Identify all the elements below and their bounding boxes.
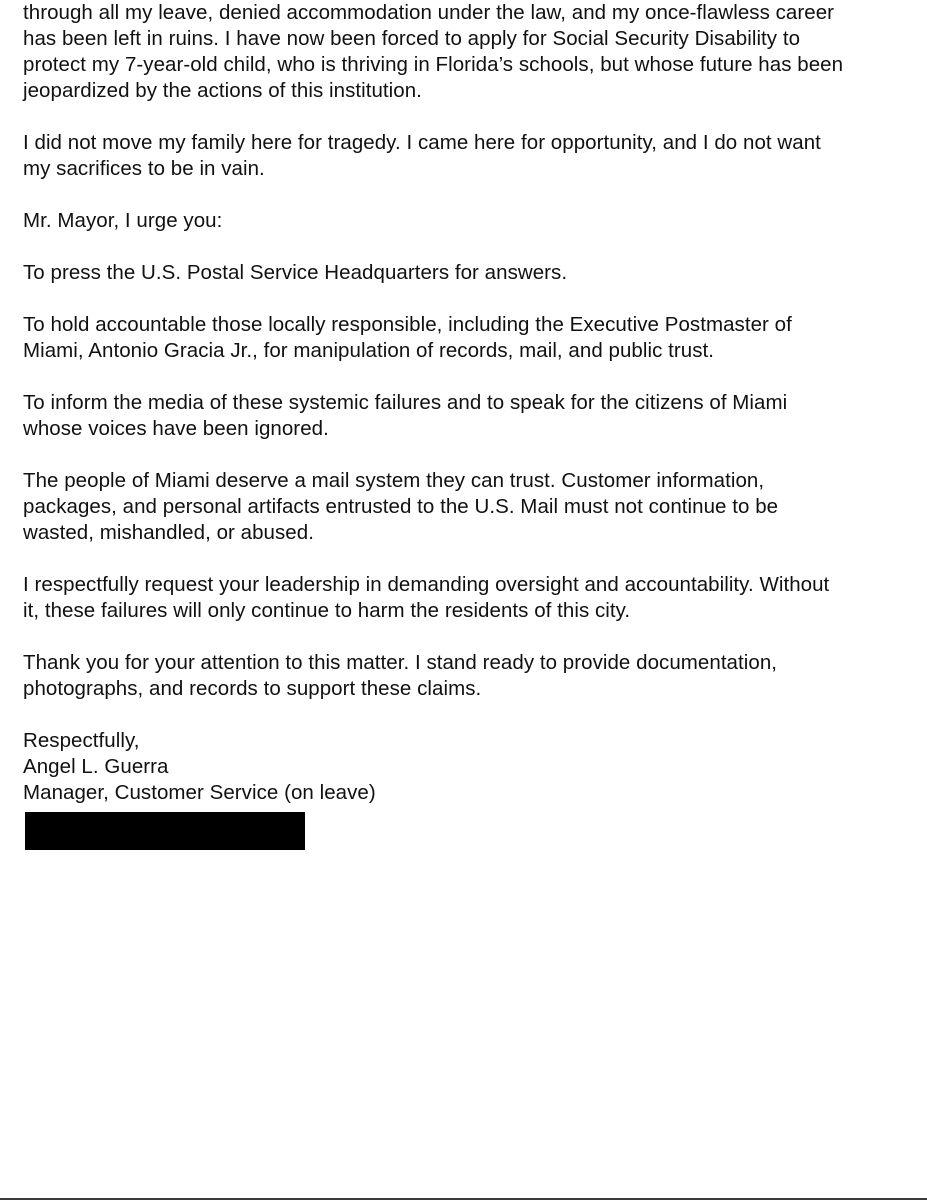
paragraph-press-usps: To press the U.S. Postal Service Headquarters for answers. — [23, 261, 568, 284]
paragraph-request-leadership: I respectfully request your leadership in demanding oversight and accountability. Without it, these failures will only continue to harm the residents of this city. — [23, 573, 830, 622]
signature-closing: Respectfully, — [23, 729, 140, 752]
paragraph-mail-trust: The people of Miami deserve a mail system they can trust. Customer information, packages, and personal artifacts entrusted to the U.S. Mail must not continue to be wasted, mishandled, or abused. — [23, 469, 779, 544]
paragraph-family-opportunity: I did not move my family here for tragedy. I came here for opportunity, and I do not want my sacrifices to be in vain. — [23, 131, 821, 180]
paragraph-inform-media: To inform the media of these systemic failures and to speak for the citizens of Miami whose voices have been ignored. — [23, 391, 788, 440]
paragraph-mayor-urge: Mr. Mayor, I urge you: — [23, 209, 223, 232]
paragraph-thank-you: Thank you for your attention to this matter. I stand ready to provide documentation, photographs, and records to support these claims. — [23, 651, 778, 700]
signature-title: Manager, Customer Service (on leave) — [23, 781, 376, 804]
signature-name: Angel L. Guerra — [23, 755, 169, 778]
paragraph-leave-career: through all my leave, denied accommodation under the law, and my once-flawless career has been left in ruins. I have now been forced to apply for Social Security Disability to protect my 7-year-old child, who is thriving in Florida’s schools, but whose future has been jeopardized by the actions of this institution. — [23, 1, 844, 102]
redaction-bar — [25, 812, 305, 850]
signature-block — [23, 728, 913, 806]
paragraph-hold-accountable: To hold accountable those locally responsible, including the Executive Postmaster of Miami, Antonio Gracia Jr., for manipulation of records, mail, and public trust. — [23, 313, 792, 362]
letter-body — [23, 0, 913, 806]
